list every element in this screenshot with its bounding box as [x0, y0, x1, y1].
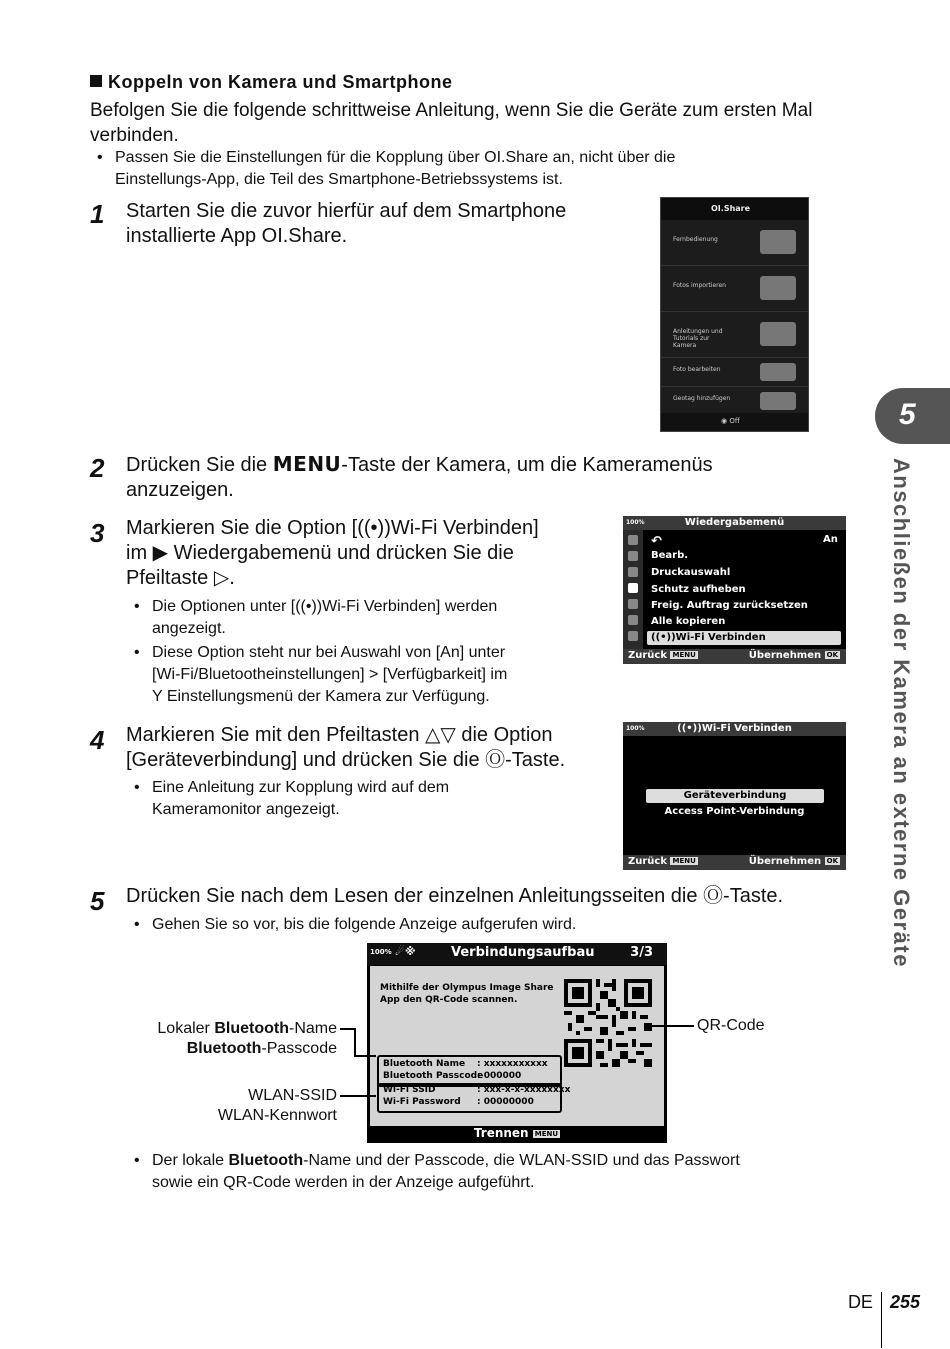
- app-row: Fernbedienung: [661, 220, 808, 266]
- oishare-app-screenshot: [660, 197, 809, 432]
- scan-instruction: Mithilfe der Olympus Image Share App den QR-Code scannen.: [380, 983, 554, 1005]
- square-bullet-icon: [90, 75, 102, 87]
- ok-label: Übernehmen OK: [748, 650, 838, 661]
- wifi-connect-screen: [623, 722, 846, 870]
- tutorial-icon: [760, 322, 796, 346]
- playback-menu-screen: [623, 516, 846, 664]
- callout-qr: QR-Code: [697, 1017, 765, 1034]
- step-5-text: Drücken Sie nach dem Lesen der einzelnen Anleitungsseiten die Ⓞ-Taste.: [126, 885, 784, 907]
- step-4-text: Markieren Sie mit den Pfeiltasten △▽ die Option [Geräteverbindung] und drücken Sie die Ⓞ-Taste.: [126, 724, 566, 771]
- language-code: DE: [847, 1292, 873, 1312]
- section-heading: Koppeln von Kamera und Smartphone: [90, 72, 453, 93]
- intro-text: Befolgen Sie die folgende schrittweise Anleitung, wenn Sie die Geräte zum ersten Mal verbinden.: [90, 100, 813, 146]
- menu-item: Freig. Auftrag zurücksetzen: [651, 600, 808, 611]
- menu-item: ↶: [651, 534, 662, 549]
- app-title-bar: OI.Share: [661, 198, 808, 220]
- ok-label: Übernehmen OK: [748, 856, 838, 867]
- menu-item: Bearb.: [651, 550, 689, 561]
- option-device-connection: Geräteverbindung: [646, 789, 824, 803]
- app-row: Anleitungen und Tutorials zur Kamera: [661, 312, 808, 358]
- menu-title: ((•))Wi-Fi Verbinden: [677, 723, 792, 734]
- step-2-number: 2: [90, 453, 105, 483]
- option-access-point: Access Point-Verbindung: [664, 806, 805, 817]
- app-row: Foto bearbeiten: [661, 358, 808, 387]
- wifi-info-box: Wi-Fi SSID : xxx-x-x-xxxxxxxx Wi-Fi Password : 00000000: [377, 1083, 562, 1113]
- menu-title: Wiedergabemenü: [684, 517, 785, 528]
- step-4-bullet-1: • Eine Anleitung zur Kopplung wird auf dem Kameramonitor angezeigt.: [134, 779, 450, 818]
- geotag-icon: [760, 392, 796, 410]
- step-1-text: Starten Sie die zuvor hierfür auf dem Smartphone installierte App OI.Share.: [126, 200, 567, 247]
- step-4-number: 4: [90, 725, 105, 755]
- page-number: 255: [889, 1292, 920, 1312]
- app-row: Fotos importieren: [661, 266, 808, 312]
- step-2-text: Drücken Sie die MENU-Taste der Kamera, um die Kameramenüs anzuzeigen.: [126, 452, 713, 501]
- back-label: Zurück MENU: [628, 650, 696, 661]
- step-3-bullet-1: • Die Optionen unter [((•))Wi-Fi Verbinden] werden angezeigt.: [134, 598, 498, 637]
- wifi-bluetooth-icon: ☄※: [395, 945, 416, 958]
- menu-value: An: [823, 534, 838, 545]
- callout-line: [652, 1025, 694, 1027]
- callout-wlan: WLAN-SSID WLAN-Kennwort: [217, 1087, 337, 1124]
- menu-item: Schutz aufheben: [651, 584, 746, 595]
- battery-indicator: 100%: [626, 725, 645, 732]
- callout-line: [354, 1055, 376, 1057]
- chapter-title: Anschließen der Kamera an externe Geräte: [889, 458, 914, 968]
- menu-item-selected: ((•))Wi-Fi Verbinden: [647, 631, 841, 645]
- edit-photo-icon: [760, 363, 796, 381]
- back-label: Zurück MENU: [628, 856, 696, 867]
- step-5-number: 5: [90, 886, 105, 916]
- page-indicator: 3/3: [630, 945, 653, 960]
- callout-line: [340, 1095, 376, 1097]
- divider: [881, 1292, 882, 1348]
- menu-item: Alle kopieren: [651, 616, 726, 627]
- intro-note: • Passen Sie die Einstellungen für die Kopplung über OI.Share an, nicht über die Einstellungs-App, die Teil des Smartphone-Betriebssystems ist.: [97, 149, 676, 188]
- app-footer: ◉ Off: [661, 413, 808, 431]
- step-3-text: Markieren Sie die Option [((•))Wi-Fi Verbinden] im ▶ Wiedergabemenü und drücken Sie die Pfeiltaste ▷.: [126, 517, 539, 589]
- callout-line: [354, 1028, 356, 1056]
- callout-bluetooth: Lokaler Bluetooth-Name Bluetooth-Passcode: [157, 1020, 337, 1057]
- step-5-bullet-2: • Der lokale Bluetooth-Name und der Passcode, die WLAN-SSID und das Passwort sowie ein QR-Code werden in der Anzeige aufgeführt.: [134, 1152, 740, 1191]
- disconnect-label: Trennen MENU: [367, 1126, 667, 1143]
- step-3-bullet-2: • Diese Option steht nur bei Auswahl von [An] unter [Wi-Fi/Bluetootheinstellungen] > [Verfügbarkeit] im Y Einstellungsmenü der Kamera zur Verfügung.: [134, 644, 508, 705]
- page-footer: [848, 1292, 920, 1348]
- qr-code-icon: [564, 979, 652, 1067]
- chapter-tab[interactable]: 5: [875, 388, 950, 444]
- camera-icon: [760, 230, 796, 254]
- app-row: Geotag hinzufügen: [661, 387, 808, 416]
- step-3-number: 3: [90, 518, 105, 548]
- connection-setup-screen: [367, 943, 667, 1143]
- bluetooth-info-box: Bluetooth Name : xxxxxxxxxxx Bluetooth Passcode : 000000: [377, 1055, 562, 1087]
- battery-indicator: 100%: [626, 519, 645, 526]
- screen-title: Verbindungsaufbau: [451, 945, 595, 960]
- battery-indicator: 100%: [370, 948, 392, 956]
- callout-line: [340, 1028, 355, 1030]
- step-5-bullet-1: • Gehen Sie so vor, bis die folgende Anzeige aufgerufen wird.: [134, 916, 577, 933]
- step-1-number: 1: [90, 199, 105, 229]
- menu-tabs: [623, 530, 643, 649]
- menu-item: Druckauswahl: [651, 567, 731, 578]
- import-icon: [760, 276, 796, 300]
